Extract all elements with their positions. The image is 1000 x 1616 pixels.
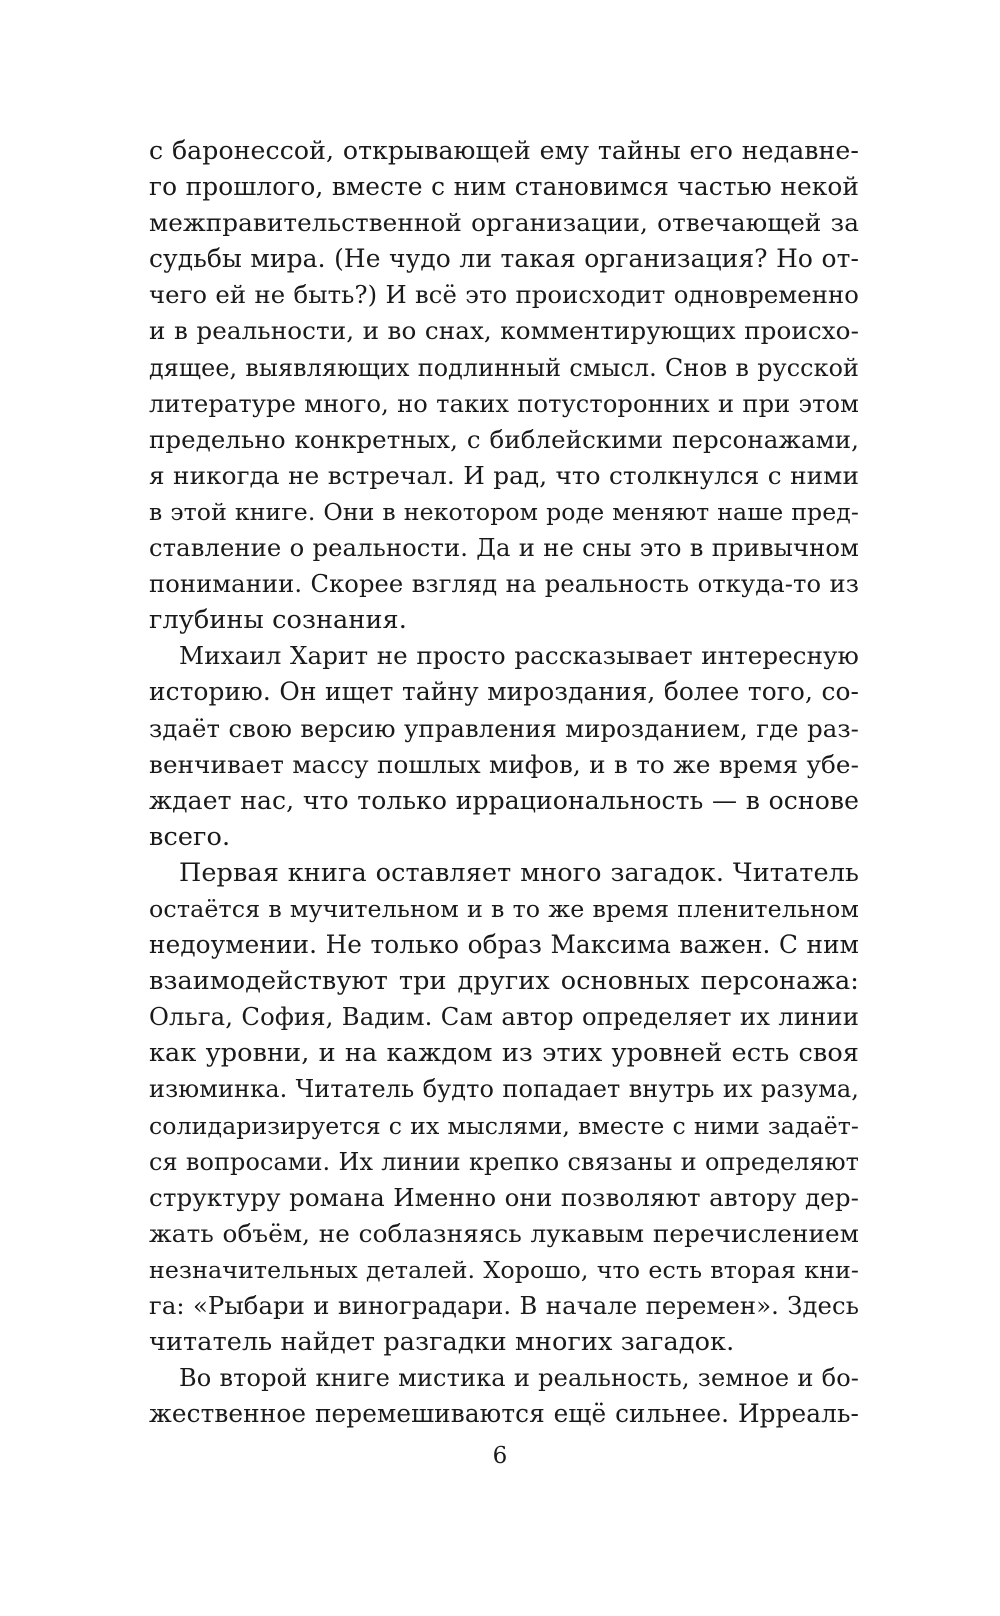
text-line: предельно конкретных, с библейскими персонажами, <box>149 424 859 454</box>
text-line: венчивает массу пошлых мифов, и в то же время убе- <box>149 749 859 779</box>
text-line: изюминка. Читатель будто попадает внутрь их разума, <box>149 1075 859 1104</box>
text-line: ждает нас, что только иррациональность — в основе <box>149 785 859 815</box>
text-line: Во второй книге мистика и реальность, земное и бо- <box>179 1364 859 1393</box>
text-line: судьбы мира. (Не чудо ли такая организация? Но от- <box>149 244 859 274</box>
text-line: литературе много, но таких потусторонних и при этом <box>149 389 859 418</box>
text-line: межправительственной организации, отвечающей за <box>149 208 859 238</box>
text-line: как уровни, и на каждом из этих уровней есть своя <box>149 1038 859 1069</box>
text-line: Михаил Харит не просто рассказывает интересную <box>179 641 859 671</box>
text-line: читатель найдет разгадки многих загадок. <box>149 1327 735 1358</box>
text-line: взаимодействуют три других основных персонажа: <box>149 966 859 997</box>
text-line: понимании. Скорее взгляд на реальность откуда-то из <box>149 570 859 599</box>
text-line: солидаризируется с их мыслями, вместе с ними задаёт- <box>149 1111 859 1140</box>
text-line: дящее, выявляющих подлинный смысл. Снов в русской <box>149 353 859 382</box>
text-line: историю. Он ищет тайну мироздания, более того, со- <box>149 677 859 707</box>
text-line: структуру романа Именно они позволяют автору дер- <box>149 1182 859 1212</box>
text-line: я никогда не встречал. И рад, что столкнулся с ними <box>149 460 859 490</box>
text-line: жественное перемешиваются ещё сильнее. Ирреаль- <box>149 1399 859 1429</box>
body-text <box>149 133 859 1432</box>
text-line: га: «Рыбари и виноградари. В начале перемен». Здесь <box>149 1291 859 1320</box>
text-line: незначительных деталей. Хорошо, что есть вторая кни- <box>149 1255 859 1284</box>
text-line: глубины сознания. <box>149 605 407 636</box>
text-line: Первая книга оставляет много загадок. Читатель <box>179 857 859 888</box>
text-line: с баронессой, открывающей ему тайны его недавне- <box>149 136 859 165</box>
text-line: Ольга, София, Вадим. Сам автор определяет их линии <box>149 1002 859 1032</box>
text-line: недоумении. Не только образ Максима важен. С ним <box>149 930 859 960</box>
text-line: жать объём, не соблазняясь лукавым перечислением <box>149 1218 859 1248</box>
text-line: го прошлого, вместе с ним становимся частью некой <box>149 172 859 202</box>
text-line: и в реальности, и во снах, комментирующих происхо- <box>149 316 859 346</box>
text-line: ставление о реальности. Да и не сны это в привычном <box>149 533 859 563</box>
text-line: остаётся в мучительном и в то же время пленительном <box>149 894 859 923</box>
text-line: в этой книге. Они в некотором роде меняют наше пред- <box>149 497 859 526</box>
text-line: чего ей не быть?) И всё это происходит одновременно <box>149 280 859 310</box>
page-number: 6 <box>492 1443 508 1469</box>
text-line: здаёт свою версию управления мирозданием, где раз- <box>149 713 859 743</box>
text-line: ся вопросами. Их линии крепко связаны и определяют <box>149 1147 859 1176</box>
text-line: всего. <box>149 821 231 852</box>
